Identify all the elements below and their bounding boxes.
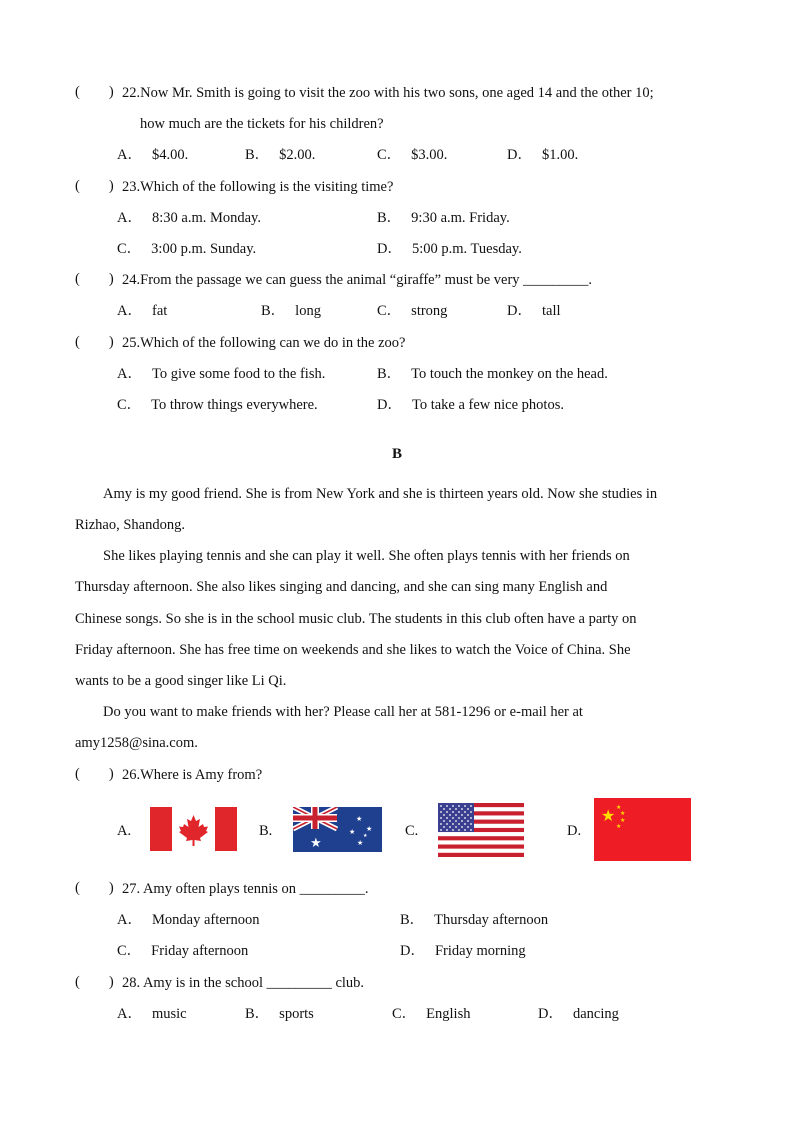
option-d [507, 302, 561, 320]
china-flag [594, 798, 691, 861]
question-22-line1: 22.Now Mr. Smith is going to visit the zoo with his two sons, one aged 14 and the other 10; [122, 85, 654, 101]
answer-blank: ( ) [75, 178, 114, 194]
option-letter-a: A. [117, 823, 132, 839]
option-a [117, 146, 188, 164]
option-letter: A． [117, 210, 142, 226]
option-letter: A． [117, 912, 142, 928]
option-text: fat [151, 303, 168, 319]
option-text: $3.00. [411, 147, 448, 163]
svg-text:★: ★ [357, 839, 364, 847]
svg-text:★: ★ [363, 833, 368, 839]
option-text: English [426, 1006, 471, 1022]
canada-flag [150, 807, 237, 851]
option-c [392, 1005, 470, 1023]
option-letter: B． [261, 303, 286, 319]
option-letter: B． [377, 366, 402, 382]
option-text: Monday afternoon [151, 912, 260, 928]
option-text: $4.00. [151, 147, 189, 163]
option-b [245, 146, 315, 164]
option-text: 9:30 a.m. Friday. [411, 210, 510, 226]
option-text: 5:00 p.m. Tuesday. [411, 241, 522, 257]
option-letter: D． [507, 303, 532, 319]
option-d [377, 396, 564, 414]
option-letter: A． [117, 303, 142, 319]
option-letter: A． [117, 1006, 142, 1022]
option-b [377, 209, 510, 227]
option-d [400, 942, 526, 960]
option-text: $1.00. [541, 147, 579, 163]
option-letter: A． [117, 366, 142, 382]
option-text: strong [411, 303, 448, 319]
svg-text:★: ★ [356, 815, 363, 823]
option-letter: B． [245, 147, 270, 163]
option-a [117, 911, 260, 929]
option-text: dancing [572, 1006, 619, 1022]
option-a [117, 209, 261, 227]
option-text: To give some food to the fish. [151, 366, 326, 382]
option-letter-c: C. [405, 823, 419, 839]
passage-line: wants to be a good singer like Li Qi. [75, 673, 287, 689]
question-23-stem: 23.Which of the following is the visiting time? [122, 179, 394, 195]
section-heading-b: B [391, 446, 402, 462]
option-text: music [151, 1006, 187, 1022]
answer-blank: ( ) [75, 974, 114, 990]
answer-blank: ( ) [75, 766, 114, 782]
question-27-stem: 27. Amy often plays tennis on _________. [122, 881, 369, 897]
usa-flag [438, 803, 524, 857]
option-letter: D． [377, 397, 402, 413]
australia-flag [293, 807, 382, 852]
option-letter: C． [117, 397, 142, 413]
option-text: 3:00 p.m. Sunday. [151, 241, 257, 257]
option-text: 8:30 a.m. Monday. [151, 210, 261, 226]
option-text: Thursday afternoon [434, 912, 549, 928]
option-text: $2.00. [279, 147, 316, 163]
option-letter: B． [245, 1006, 270, 1022]
question-22-line2: how much are the tickets for his children? [140, 116, 384, 132]
option-b [261, 302, 321, 320]
passage-line: Chinese songs. So she is in the school music club. The students in this club often have a party on [75, 611, 637, 627]
svg-text:★: ★ [620, 817, 626, 824]
option-c [117, 240, 256, 258]
option-d [377, 240, 522, 258]
option-letter-d: D. [567, 823, 582, 839]
passage-line: She likes playing tennis and she can play it well. She often plays tennis with her friends on [103, 548, 630, 564]
option-b [377, 365, 608, 383]
option-a [117, 365, 325, 383]
option-text: Friday morning [434, 943, 526, 959]
svg-text:★: ★ [366, 825, 373, 833]
option-d [538, 1005, 619, 1023]
passage-line: amy1258@sina.com. [75, 735, 198, 751]
svg-text:★: ★ [310, 836, 322, 851]
option-letter: C． [117, 241, 142, 257]
option-a [117, 1005, 187, 1023]
passage-line: Friday afternoon. She has free time on weekends and she likes to watch the Voice of China. She [75, 642, 631, 658]
option-letter: D． [400, 943, 425, 959]
passage-line: Do you want to make friends with her? Please call her at 581-1296 or e-mail her at [103, 704, 583, 720]
answer-blank: ( ) [75, 84, 114, 100]
option-letter: B． [400, 912, 425, 928]
passage-line: Thursday afternoon. She also likes singing and dancing, and she can sing many English and [75, 579, 608, 595]
question-24-stem: 24.From the passage we can guess the animal “giraffe” must be very _________. [122, 272, 593, 288]
question-28-stem: 28. Amy is in the school _________ club. [122, 975, 365, 991]
option-text: To touch the monkey on the head. [411, 366, 608, 382]
passage-line: Rizhao, Shandong. [75, 517, 185, 533]
option-letter: C． [377, 147, 402, 163]
option-b [245, 1005, 314, 1023]
option-letter: B． [377, 210, 402, 226]
option-text: To throw things everywhere. [151, 397, 318, 413]
option-letter: C． [377, 303, 402, 319]
option-text: long [295, 303, 321, 319]
option-letter: D． [377, 241, 402, 257]
option-a [117, 302, 167, 320]
svg-text:★: ★ [620, 810, 626, 817]
option-c [117, 942, 248, 960]
option-text: tall [541, 303, 561, 319]
option-c [377, 146, 447, 164]
option-letter: C． [392, 1006, 417, 1022]
question-25-stem: 25.Which of the following can we do in the zoo? [122, 335, 406, 351]
passage-line: Amy is my good friend. She is from New York and she is thirteen years old. Now she studies in [103, 486, 658, 502]
svg-text:★: ★ [616, 804, 622, 811]
answer-blank: ( ) [75, 271, 114, 287]
option-text: Friday afternoon [151, 943, 249, 959]
svg-text:★: ★ [601, 806, 616, 825]
option-b [400, 911, 548, 929]
option-letter: A． [117, 147, 142, 163]
option-letter: D． [507, 147, 532, 163]
option-letter: D． [538, 1006, 563, 1022]
answer-blank: ( ) [75, 334, 114, 350]
option-c [117, 396, 318, 414]
option-text: To take a few nice photos. [411, 397, 564, 413]
question-26-stem: 26.Where is Amy from? [122, 767, 263, 783]
option-text: sports [279, 1006, 314, 1022]
option-c [377, 302, 447, 320]
svg-text:★: ★ [616, 823, 622, 830]
option-letter-b: B. [259, 823, 273, 839]
option-d [507, 146, 578, 164]
option-letter: C． [117, 943, 142, 959]
answer-blank: ( ) [75, 880, 114, 896]
svg-text:★: ★ [349, 828, 356, 836]
